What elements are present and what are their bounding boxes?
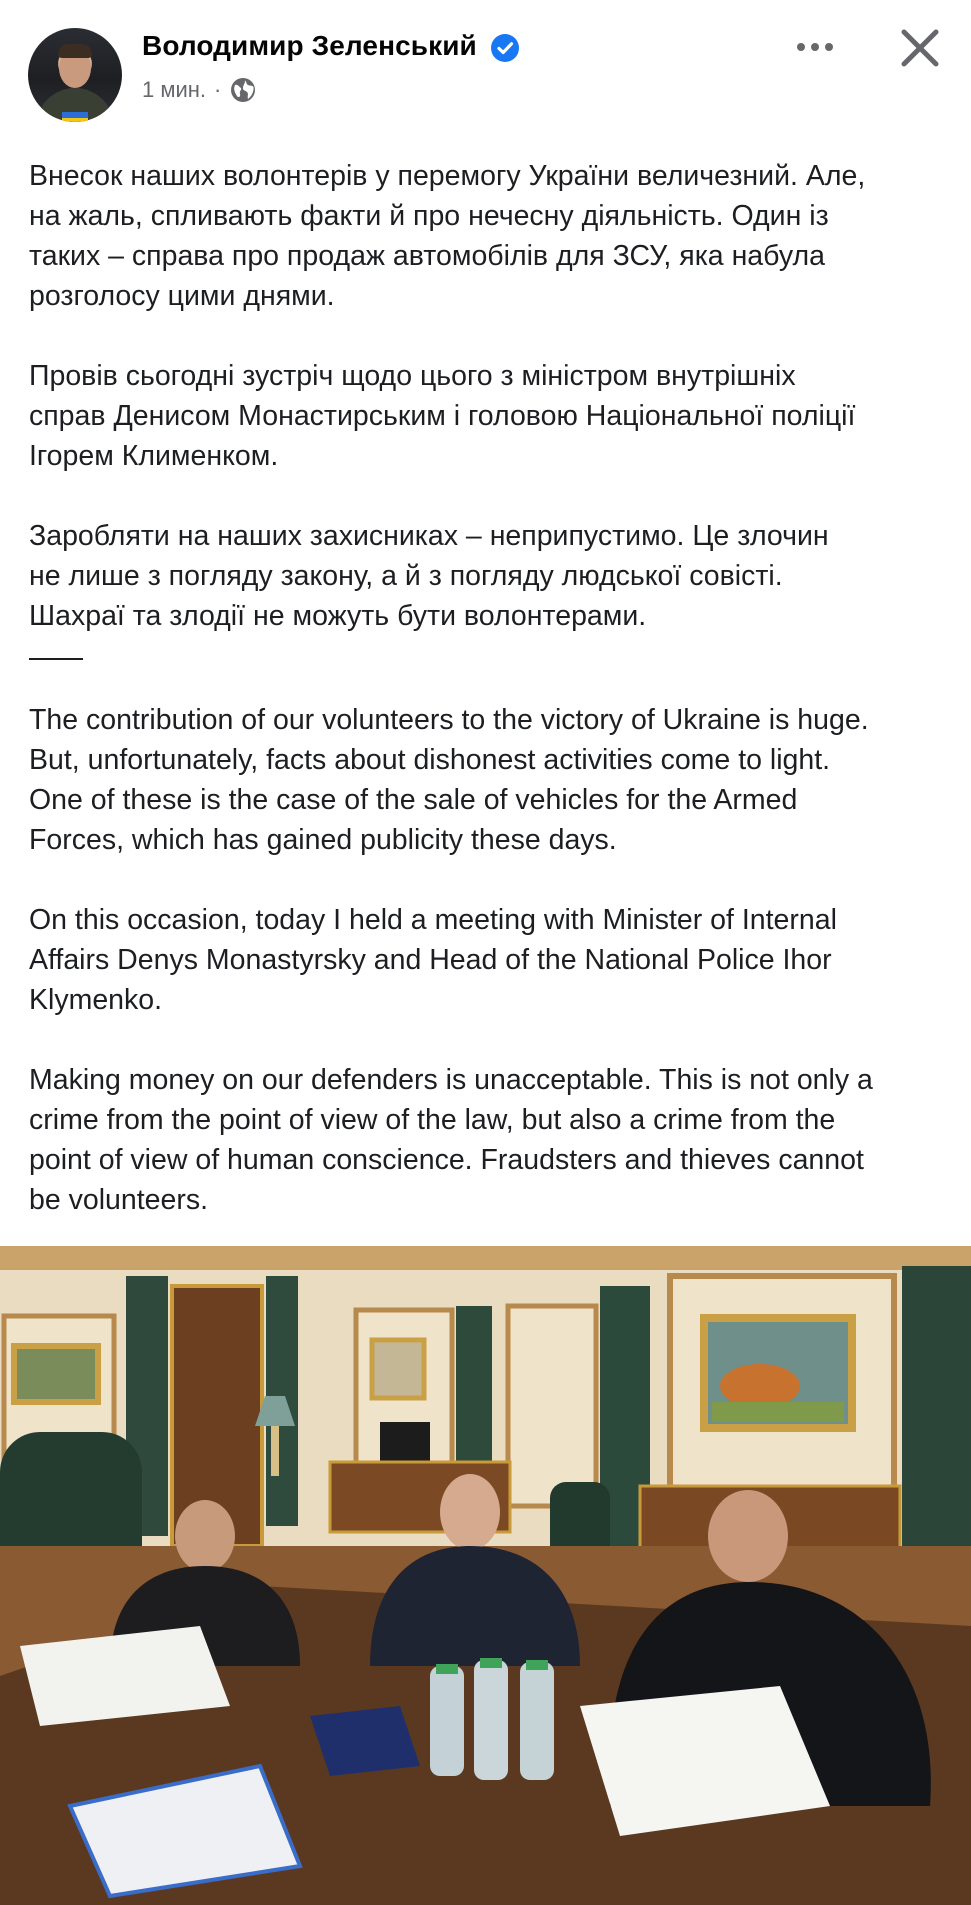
- paragraph-gap: [29, 476, 949, 516]
- language-separator: [29, 658, 83, 660]
- more-horizontal-icon: [797, 43, 805, 51]
- close-icon[interactable]: [896, 24, 944, 72]
- monitor: [380, 1422, 430, 1462]
- more-dot: [825, 43, 833, 51]
- post-paragraph-en-2: On this occasion, today I held a meeting with Minister of Internal Affairs Denys Monastyrsky and Head of the National Police Ihor Klymenko.: [29, 904, 837, 1016]
- water-bottle: [474, 1660, 508, 1780]
- person-1-head: [175, 1500, 235, 1572]
- post-paragraph-en-3: Making money on our defenders is unacceptable. This is not only a crime from the point of view of the law, but also a crime from the point of view of human conscience. Fraudsters and thieves cannot be volunteers.: [29, 1064, 873, 1216]
- water-bottle: [430, 1666, 464, 1776]
- bottle-cap: [526, 1660, 548, 1670]
- paragraph-gap: [29, 1020, 949, 1060]
- painting-field: [712, 1402, 844, 1422]
- folder: [310, 1706, 420, 1776]
- avatar-flag-yellow: [62, 118, 88, 122]
- verified-badge-icon: [490, 33, 520, 63]
- meta-separator: ·: [214, 77, 222, 102]
- pillar: [902, 1266, 971, 1586]
- painting-tree: [720, 1364, 800, 1408]
- more-options-button[interactable]: [788, 30, 842, 64]
- author-avatar[interactable]: [28, 28, 122, 122]
- painting: [372, 1340, 424, 1398]
- author-name[interactable]: Володимир Зеленський: [142, 30, 477, 61]
- person-2-head: [440, 1474, 500, 1550]
- meeting-photo-illustration: [0, 1246, 971, 1905]
- globe-icon[interactable]: [229, 76, 257, 104]
- lamp-stand: [271, 1426, 279, 1476]
- post-header: [0, 0, 971, 130]
- post-text: [29, 156, 949, 1220]
- paragraph-gap: [29, 674, 949, 700]
- bottle-cap: [480, 1658, 502, 1668]
- post-timestamp[interactable]: 1 мин.: [142, 77, 207, 102]
- post-meta: [142, 76, 257, 104]
- wall-panel: [508, 1306, 596, 1506]
- paragraph-gap: [29, 860, 949, 900]
- person-3-head: [708, 1490, 788, 1582]
- paragraph-gap: [29, 316, 949, 356]
- more-dot: [811, 43, 819, 51]
- ceiling-molding: [0, 1246, 971, 1270]
- water-bottle: [520, 1662, 554, 1780]
- post-paragraph-uk-2: Провів сьогодні зустріч щодо цього з міністром внутрішніх справ Денисом Монастирським і головою Національної поліції Ігорем Клименком.: [29, 360, 856, 472]
- bottle-cap: [436, 1664, 458, 1674]
- painting: [14, 1346, 98, 1402]
- post-photo[interactable]: [0, 1246, 971, 1905]
- avatar-hair: [58, 44, 92, 58]
- post-paragraph-uk-3: Заробляти на наших захисниках – неприпустимо. Це злочин не лише з погляду закону, а й з погляду людської совісті. Шахраї та злодії не можуть бути волонтерами.: [29, 520, 829, 632]
- post-paragraph-en-1: The contribution of our volunteers to the victory of Ukraine is huge. But, unfortunately, facts about dishonest activities come to light. One of these is the case of the sale of vehicles for the Armed Forces, which has gained publicity these days.: [29, 704, 869, 856]
- post-paragraph-uk-1: Внесок наших волонтерів у перемогу України величезний. Але, на жаль, спливають факти й про нечесну діяльність. Один із таких – справа про продаж автомобілів для ЗСУ, яка набула розголосу цими днями.: [29, 160, 866, 312]
